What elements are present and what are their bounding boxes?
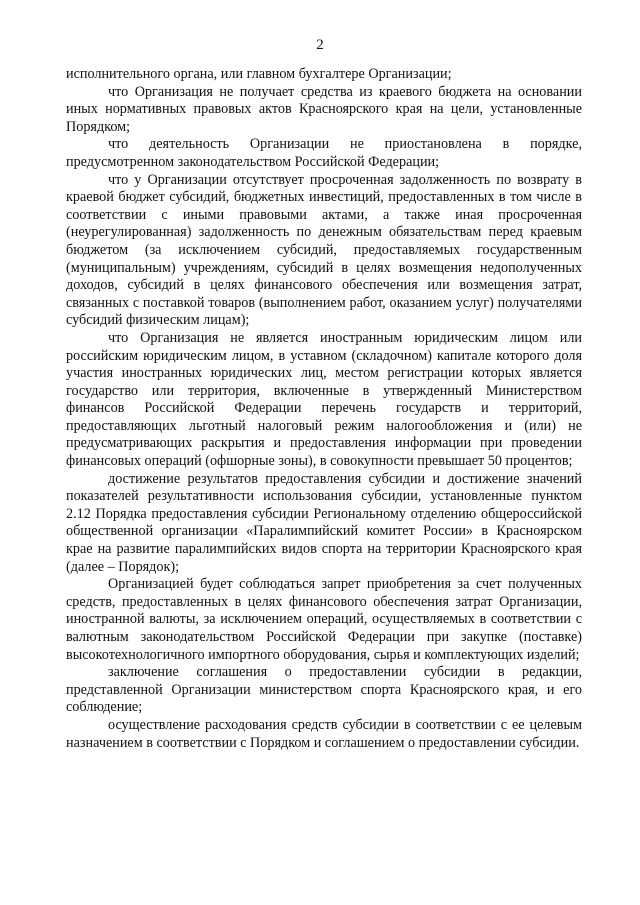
- paragraph-no-budget-funds: что Организация не получает средства из краевого бюджета на основании иных нормативных правовых актов Красноярского края на цели, установленные Порядком;: [66, 83, 582, 135]
- page-number: 2: [316, 37, 324, 53]
- paragraph-no-overdue-debt: что у Организации отсутствует просроченная задолженность по возврату в краевой бюджет субсидий, бюджетных инвестиций, предоставленных в том числе в соответствии с иными правовыми актами, а также иная просроченная (неурегулированная) задолженность по денежным обязательствам перед краевым бюджетом (за исключением субсидий, предоставляемых государственным (муниципальным) учреждениям, субсидий в целях возмещения недополученных доходов, субсидий в целях финансового обеспечения или возмещения затрат, связанных с поставкой товаров (выполнением работ, оказанием услуг) получателями субсидий физическим лицам);: [66, 171, 582, 329]
- paragraph-activity-not-suspended: что деятельность Организации не приостановлена в порядке, предусмотренном законодательством Российской Федерации;: [66, 136, 582, 170]
- paragraph-continuation: исполнительного органа, или главном бухгалтере Организации;: [66, 66, 452, 82]
- paragraph-currency-prohibition: Организацией будет соблюдаться запрет приобретения за счет полученных средств, предоставленных в целях финансового обеспечения затрат Организации, иностранной валюты, за исключением операций, осуществляемых в соответствии с валютным законодательством Российской Федерации при закупке (поставке) высокотехнологичного импортного оборудования, сырья и комплектующих изделий;: [66, 576, 582, 663]
- paragraph-not-foreign-entity: что Организация не является иностранным юридическим лицом или российским юридическим лицом, в уставном (складочном) капитале которого доля участия иностранных юридических лиц, местом регистрации которых является государство или территория, включенные в утвержденный Министерством финансов Российской Федерации перечень государств и территорий, предоставляющих льготный налоговый режим налогообложения и (или) не предусматривающих раскрытия и предоставления информации при проведении финансовых операций (офшорные зоны), в совокупности превышает 50 процентов;: [66, 329, 582, 470]
- document-body: [66, 66, 582, 752]
- paragraph-achievement-of-results: достижение результатов предоставления субсидии и достижение значений показателей результативности использования субсидии, установленные пунктом 2.12 Порядка предоставления субсидии Региональному отделению общероссийской общественной организации «Паралимпийский комитет России» в Красноярском крае на развитие паралимпийских видов спорта на территории Красноярского края (далее – Порядок);: [66, 470, 582, 575]
- paragraph-targeted-spending: осуществление расходования средств субсидии в соответствии с ее целевым назначением в соответствии с Порядком и соглашением о предоставлении субсидии.: [66, 716, 582, 751]
- paragraph-agreement-conclusion: заключение соглашения о предоставлении субсидии в редакции, представленной Организации министерством спорта Красноярского края, и его соблюдение;: [66, 664, 582, 716]
